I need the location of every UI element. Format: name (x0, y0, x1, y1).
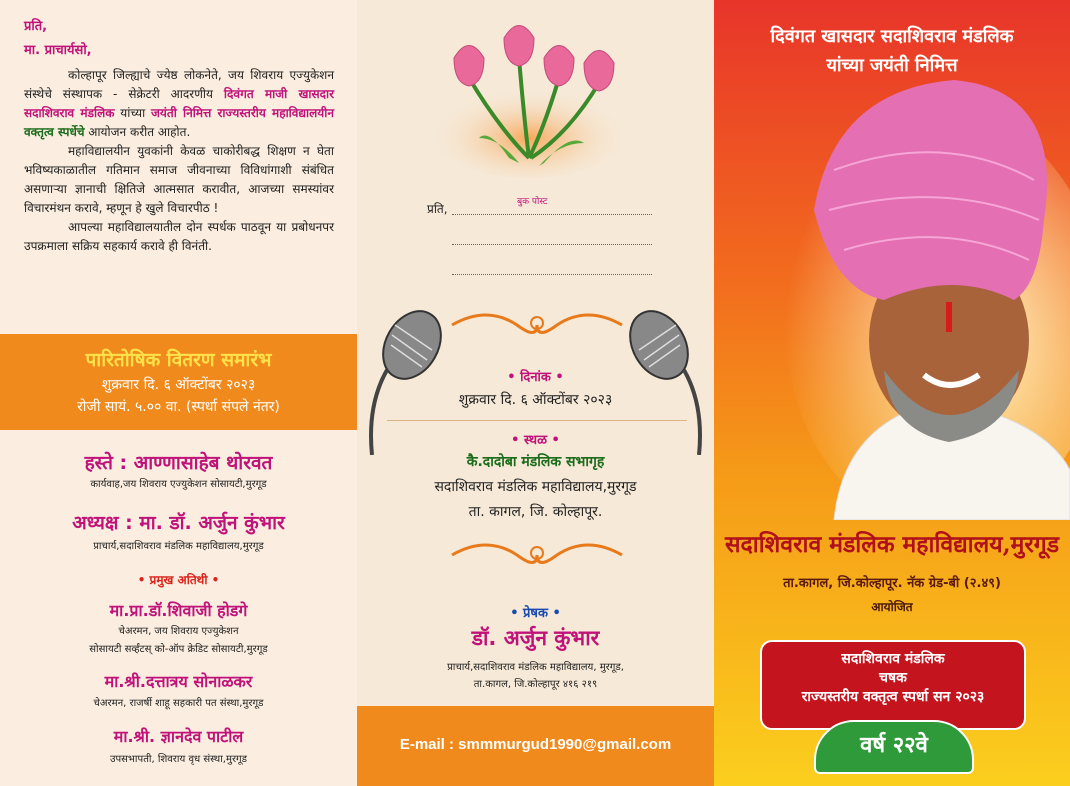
guest1-role-line2: सोसायटी सर्व्हंटस् को-ऑप क्रेडिट सोसायटी,मुरगूड (89, 644, 268, 655)
prize-title: पारितोषिक वितरण समारंभ (85, 349, 272, 371)
letter-mid1: यांच्या (120, 106, 146, 120)
email-band (357, 706, 714, 786)
right-panel (714, 0, 1070, 786)
cover-title-line1: दिवंगत खासदार सदाशिवराव मंडलिक (770, 26, 1014, 47)
sender-role-line2: ता.कागल, जि.कोल्हापूर ४१६ २१९ (473, 679, 598, 690)
college-name: सदाशिवराव मंडलिक महाविद्यालय,मुरगूड (724, 531, 1060, 558)
venue-heading: • स्थळ • (511, 433, 560, 448)
left-panel (0, 0, 357, 786)
addressee: मा. प्राचार्यसो, (24, 43, 92, 58)
letter-event: जयंती निमित्त राज्यस्तरीय महाविद्यालयीन (151, 106, 334, 120)
sender-name: डॉ. अर्जुन कुंभार (471, 626, 600, 650)
date-heading: • दिनांक • (507, 370, 564, 385)
prize-date: शुक्रवार दि. ६ ऑक्टोंबर २०२३ (101, 377, 256, 393)
sender-role-line1: प्राचार्य,सदाशिवराव मंडलिक महाविद्यालय, मुरगूड, (447, 662, 624, 673)
recipient-label: प्रति, (427, 202, 448, 216)
president-name: अध्यक्ष : मा. डॉ. अर्जुन कुंभार (72, 512, 285, 534)
invitation-letter (24, 66, 334, 256)
book-post-label: बुक पोस्ट (517, 197, 548, 207)
email-address[interactable]: E-mail : smmmurgud1990@gmail.com (399, 736, 672, 753)
middle-panel (357, 0, 714, 786)
guest1-name: मा.प्रा.डॉ.शिवाजी होडगे (109, 601, 248, 620)
chief-guest-role: कार्यवाह,जय शिवराय एज्युकेशन सोसायटी,मुरगूड (90, 479, 267, 490)
letter-intro: कोल्हापूर जिल्ह्याचे ज्येष्ठ लोकनेते, जय शिवराय एज्युकेशन संस्थेचे संस्थापक - सेक्रेटरी आदरणीय (24, 68, 334, 101)
guest2-role: चेअरमन, राजर्षी शाहू सहकारी पत संस्था,मुरगूड (93, 698, 264, 709)
venue-college: सदाशिवराव मंडलिक महाविद्यालय,मुरगूड (434, 479, 637, 495)
address-line-3 (452, 274, 652, 275)
letter-para3: आपल्या महाविद्यालयातील दोन स्पर्धक पाठवून या प्रबोधनपर उपक्रमाला सक्रिय सहकार्य करावे ही विनंती. (24, 220, 334, 253)
letter-honoree: दिवंगत माजी खासदार सदाशिवराव मंडलिक (24, 87, 335, 120)
sender-heading: • प्रेषक • (510, 606, 561, 621)
letter-event2: वक्तृत्व स्पर्धेचे (24, 125, 85, 139)
president-role: प्राचार्य,सदाशिवराव मंडलिक महाविद्यालय,मुरगूड (93, 541, 264, 552)
salutation: प्रति, (24, 19, 48, 34)
venue-place: ता. कागल, जि. कोल्हापूर. (468, 504, 603, 520)
divider (387, 420, 687, 421)
ornament-bottom (447, 535, 627, 575)
cover-title-line2: यांच्या जयंती निमित्त (826, 55, 958, 76)
guest3-role: उपसभापती, शिवराय वृध संस्था,मुरगूड (109, 754, 248, 765)
venue-hall: कै.दादोबा मंडलिक सभागृह (466, 454, 605, 470)
guests-heading: • प्रमुख अतिथी • (137, 573, 220, 587)
trophy-label: चषक (879, 670, 907, 686)
letter-para2: महाविद्यालयीन युवकांनी केवळ चाकोरीबद्ध शिक्षण न घेता भविष्यकाळातील गतिमान समाज जीवनाच्या विविधांगाशी संबंधित असणाऱ्या ज्ञानाची क्षितिजे आत्मसात करावीत, आजच्या समस्यांवर विचारमंथन करावे, म्हणून हे खुले विचारपीठ ! (24, 144, 334, 215)
prize-time: रोजी सायं. ५.०० वा. (स्पर्धा संपले नंतर) (77, 399, 280, 415)
prize-ceremony-band (0, 334, 357, 430)
guest2-name: मा.श्री.दत्तात्रय सोनाळकर (104, 672, 253, 691)
competition-name: राज्यस्तरीय वक्तृत्व स्पर्धा सन २०२३ (801, 689, 985, 705)
address-line-1 (452, 214, 652, 215)
portrait-image (774, 70, 1070, 520)
date-value: शुक्रवार दि. ६ ऑक्टोंबर २०२३ (458, 392, 613, 408)
year-badge: वर्ष २२वे (814, 720, 974, 774)
guest1-role-line1: चेअरमन, जय शिवराय एज्युकेशन (118, 626, 239, 637)
chief-guest-name: हस्ते : आण्णासाहेब थोरवत (84, 452, 273, 474)
address-line-2 (452, 244, 652, 245)
trophy-name: सदाशिवराव मंडलिक (841, 651, 945, 667)
organised-label: आयोजित (871, 600, 913, 614)
ornament-top (447, 305, 627, 345)
guest3-name: मा.श्री. ज्ञानदेव पाटील (113, 727, 244, 746)
letter-mid2: आयोजन करीत आहोत. (88, 125, 191, 139)
tulip-flowers-image (409, 18, 649, 178)
trophy-box (760, 640, 1026, 730)
college-address: ता.कागल, जि.कोल्हापूर. नॅक ग्रेड-बी (२.४९) (783, 576, 1001, 591)
